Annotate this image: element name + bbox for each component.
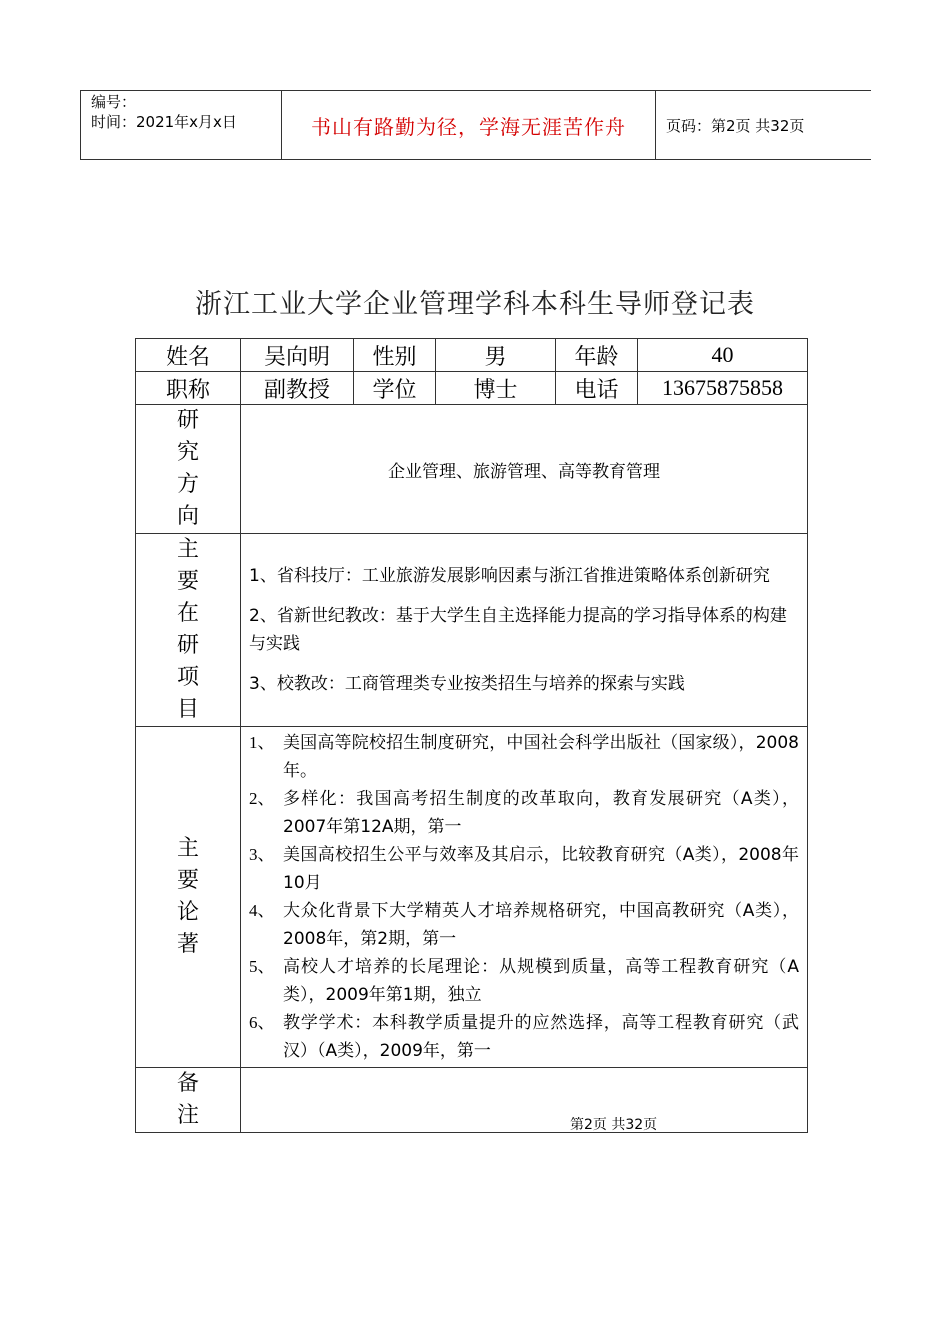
form-row-publications [136,727,808,1068]
form-row-research [136,405,808,534]
publications-list [241,727,808,1068]
document-number-label: 编号： [91,93,137,111]
header-meta [81,91,282,159]
degree-value: 博士 [436,372,556,405]
publication-item: 1、 美国高等院校招生制度研究，中国社会科学出版社（国家级），2008年。 [249,733,799,781]
title-value: 副教授 [241,372,354,405]
age-value: 40 [638,339,808,372]
registration-form [135,338,808,1133]
phone-value: 13675875858 [638,372,808,405]
form-row-projects [136,534,808,727]
degree-label: 学位 [354,372,436,405]
header-motto: 书山有路勤为径，学海无涯苦作舟 [311,114,626,139]
publications-label: 主 要 论 著 [136,727,241,1068]
name-label: 姓名 [136,339,241,372]
gender-label: 性别 [354,339,436,372]
projects-label: 主 要 在 研 项 目 [136,534,241,727]
project-item: 3、校教改：工商管理类专业按类招生与培养的探索与实践 [249,674,685,694]
research-direction-label: 研 究 方 向 [136,405,241,534]
header-page-cell [656,91,871,159]
research-direction-value: 企业管理、旅游管理、高等教育管理 [241,405,808,534]
gender-value: 男 [436,339,556,372]
project-item: 1、省科技厅：工业旅游发展影响因素与浙江省推进策略体系创新研究 [249,566,770,586]
phone-label: 电话 [556,372,638,405]
page-footer: 第2页 共32页 [570,1117,658,1133]
publication-item: 2、 多样化：我国高考招生制度的改革取向，教育发展研究（A类），2007年第12A期，第一 [249,789,799,837]
name-value: 吴向明 [241,339,354,372]
project-item: 2、省新世纪教改：基于大学生自主选择能力提高的学习指导体系的构建与实践 [249,606,787,654]
publication-item: 4、 大众化背景下大学精英人才培养规格研究，中国高教研究（A类），2008年，第2期，第一 [249,901,799,949]
projects-list [241,534,808,727]
form-row-basic [136,339,808,372]
age-label: 年龄 [556,339,638,372]
document-time-label: 时间：2021年x月x日 [91,113,237,131]
header-page-label: 页码：第2页 共32页 [666,116,805,135]
publication-item: 3、 美国高校招生公平与效率及其启示，比较教育研究（A类），2008年10月 [249,845,799,893]
publication-item: 5、 高校人才培养的长尾理论：从规模到质量，高等工程教育研究（A类），2009年第1期，独立 [249,957,799,1005]
page-header [80,90,871,160]
header-motto-cell [282,91,656,159]
form-row-title [136,372,808,405]
form-row-notes [136,1068,808,1133]
notes-value [241,1068,808,1133]
notes-label: 备 注 [136,1068,241,1133]
publication-item: 6、 教学学术：本科教学质量提升的应然选择，高等工程教育研究（武汉）（A类），2009年，第一 [249,1013,799,1061]
form-title: 浙江工业大学企业管理学科本科生导师登记表 [195,289,755,320]
title-label: 职称 [136,372,241,405]
